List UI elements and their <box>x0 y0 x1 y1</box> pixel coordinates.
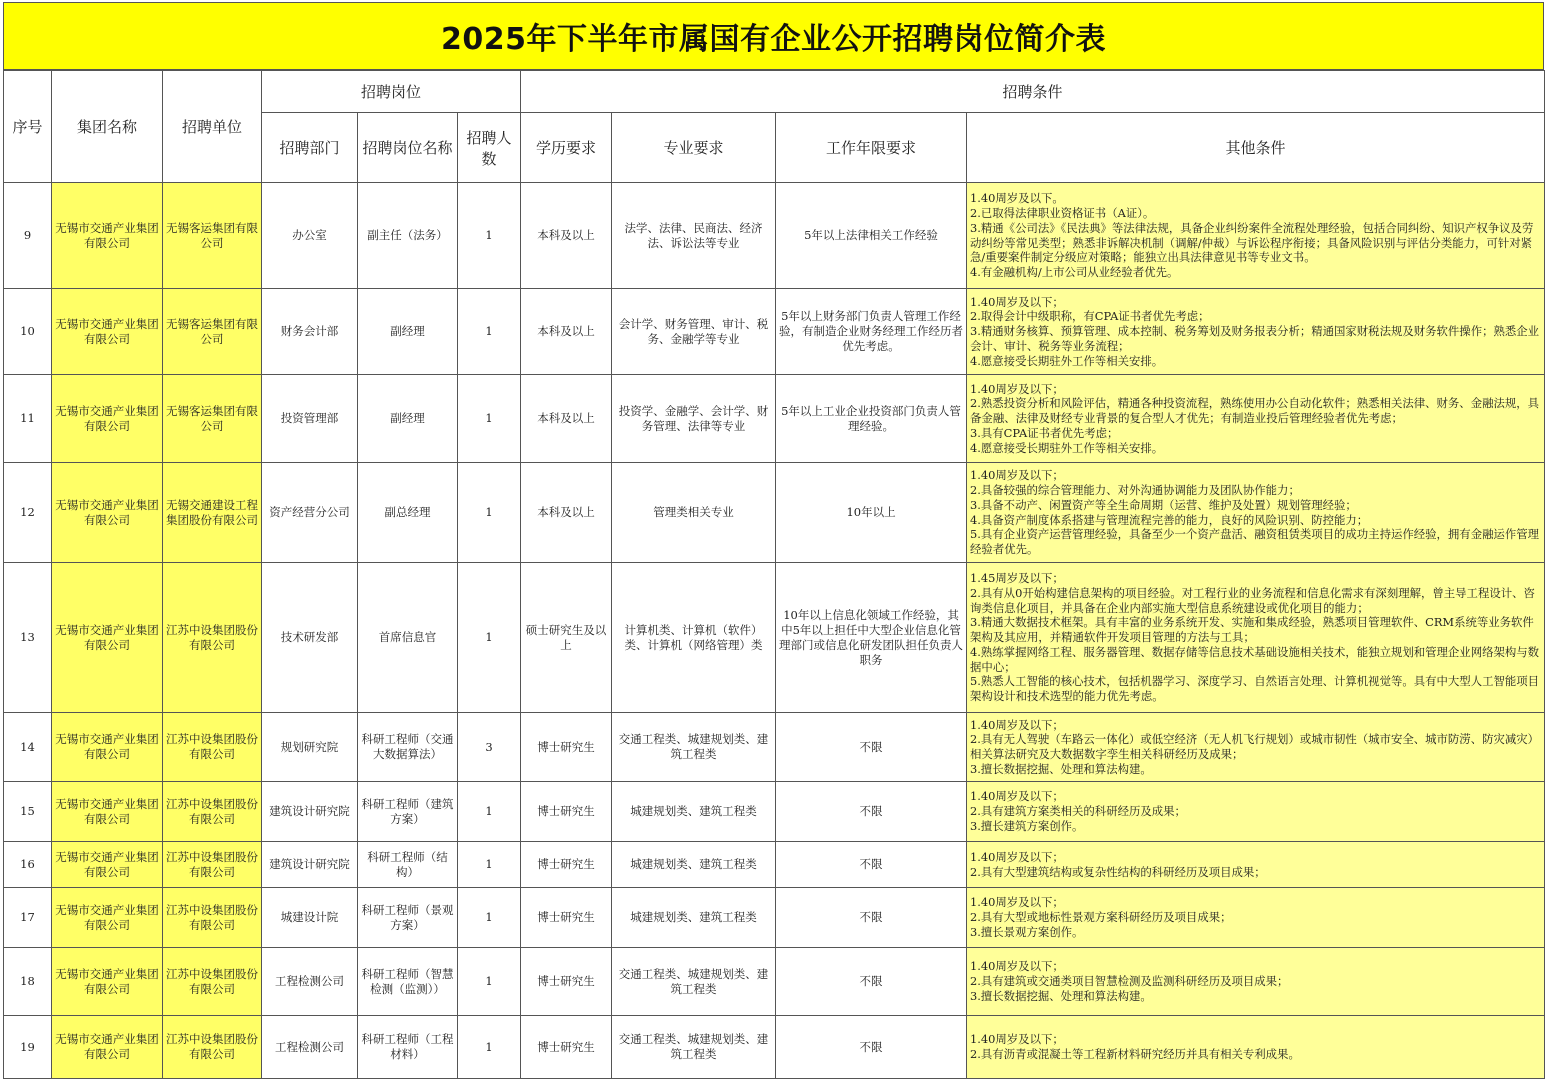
row-recruiting-unit: 江苏中设集团股份有限公司 <box>163 888 262 948</box>
row-major: 交通工程类、城建规划类、建筑工程类 <box>612 948 776 1016</box>
condition-line: 3.具备不动产、闲置资产等全生命周期（运营、维护及处置）规划管理经验； <box>970 497 1357 512</box>
row-headcount: 1 <box>458 289 521 375</box>
condition-line: 2.具有建筑方案类相关的科研经历及成果； <box>970 804 1186 819</box>
row-education: 博士研究生 <box>521 713 612 782</box>
table-row <box>4 375 1545 463</box>
row-headcount: 1 <box>458 948 521 1016</box>
row-headcount: 1 <box>458 375 521 463</box>
row-seq: 13 <box>4 563 52 713</box>
row-department: 城建设计院 <box>262 888 358 948</box>
table-row <box>4 948 1545 1016</box>
row-group-name: 无锡市交通产业集团有限公司 <box>52 948 163 1016</box>
condition-line: 2.具备较强的综合管理能力、对外沟通协调能力及团队协作能力； <box>970 483 1300 498</box>
row-group-name: 无锡市交通产业集团有限公司 <box>52 375 163 463</box>
condition-line: 3.具有CPA证书者优先考虑； <box>970 425 1119 440</box>
condition-line: 2.具有沥青或混凝土等工程新材料研究经历并具有相关专利成果。 <box>970 1047 1300 1061</box>
row-other-conditions <box>967 948 1545 1016</box>
header-count: 招聘人数 <box>458 113 521 183</box>
condition-line: 4.愿意接受长期驻外工作等相关安排。 <box>970 353 1164 368</box>
row-department: 投资管理部 <box>262 375 358 463</box>
row-group-name: 无锡市交通产业集团有限公司 <box>52 463 163 563</box>
condition-line: 1.40周岁及以下； <box>970 895 1064 910</box>
row-group-name: 无锡市交通产业集团有限公司 <box>52 713 163 782</box>
table-row <box>4 183 1545 289</box>
row-headcount: 1 <box>458 888 521 948</box>
row-group-name: 无锡市交通产业集团有限公司 <box>52 563 163 713</box>
row-work-years: 5年以上工业企业投资部门负责人管理经验。 <box>776 375 967 463</box>
row-education: 本科及以上 <box>521 289 612 375</box>
table-row <box>4 842 1545 888</box>
row-recruiting-unit: 无锡客运集团有限公司 <box>163 183 262 289</box>
condition-line: 2.具有无人驾驶（车路云一体化）或低空经济（无人机飞行规划）或城市韧性（城市安全、城市防涝、防灾减灾）相关算法研究及大数据数字孪生相关科研经历及成果； <box>970 732 1540 761</box>
condition-line: 4.熟练掌握网络工程、服务器管理、数据存储等信息技术基础设施相关技术，能独立规划和管理企业网络架构与数据中心； <box>970 644 1540 674</box>
row-position-name: 科研工程师（结构） <box>358 842 458 888</box>
row-major: 交通工程类、城建规划类、建筑工程类 <box>612 1016 776 1079</box>
condition-line: 2.具有从0开始构建信息架构的项目经验。对工程行业的业务流程和信息化需求有深刻理解，曾主导工程设计、咨询类信息化项目，并具备在企业内部实施大型信息系统建设或优化项目的能力； <box>970 586 1535 615</box>
table-row <box>4 563 1545 713</box>
condition-line: 5.具有企业资产运营管理经验，具备至少一个资产盘活、融资租赁类项目的成功主持运作经验，拥有金融运作管理经验者优先。 <box>970 527 1540 556</box>
row-seq: 19 <box>4 1016 52 1079</box>
condition-line: 3.精通财务核算、预算管理、成本控制、税务筹划及财务报表分析；精通国家财税法规及财务软件操作；熟悉企业会计、审计、税务等业务流程； <box>970 324 1540 353</box>
row-education: 博士研究生 <box>521 782 612 842</box>
condition-line: 1.40周岁及以下； <box>970 1032 1064 1047</box>
table-row <box>4 463 1545 563</box>
row-recruiting-unit: 无锡客运集团有限公司 <box>163 289 262 375</box>
condition-line: 4.愿意接受长期驻外工作等相关安排。 <box>970 440 1164 455</box>
row-education: 博士研究生 <box>521 842 612 888</box>
row-department: 工程检测公司 <box>262 948 358 1016</box>
row-group-name: 无锡市交通产业集团有限公司 <box>52 888 163 948</box>
table-body <box>4 183 1545 1079</box>
row-work-years: 5年以上财务部门负责人管理工作经验，有制造企业财务经理工作经历者优先考虑。 <box>776 289 967 375</box>
row-department: 规划研究院 <box>262 713 358 782</box>
row-group-name: 无锡市交通产业集团有限公司 <box>52 183 163 289</box>
row-headcount: 1 <box>458 563 521 713</box>
row-position-name: 首席信息官 <box>358 563 458 713</box>
sheet-title: 2025年下半年市属国有企业公开招聘岗位简介表 <box>3 2 1544 70</box>
condition-line: 1.40周岁及以下； <box>970 789 1064 804</box>
row-major: 管理类相关专业 <box>612 463 776 563</box>
row-recruiting-unit: 江苏中设集团股份有限公司 <box>163 782 262 842</box>
row-group-name: 无锡市交通产业集团有限公司 <box>52 289 163 375</box>
condition-line: 1.40周岁及以下； <box>970 294 1064 309</box>
row-education: 博士研究生 <box>521 888 612 948</box>
recruitment-sheet <box>3 2 1544 1079</box>
row-major: 交通工程类、城建规划类、建筑工程类 <box>612 713 776 782</box>
row-seq: 15 <box>4 782 52 842</box>
condition-line: 1.45周岁及以下； <box>970 571 1064 586</box>
row-seq: 14 <box>4 713 52 782</box>
condition-line: 2.具有大型建筑结构或复杂性结构的科研经历及项目成果； <box>970 864 1266 879</box>
condition-line: 4.有金融机构/上市公司从业经验者优先。 <box>970 264 1179 279</box>
condition-line: 3.擅长景观方案创作。 <box>970 924 1084 939</box>
header-position-group: 招聘岗位 <box>262 71 521 113</box>
condition-line: 1.40周岁及以下。 <box>970 191 1064 206</box>
row-work-years: 5年以上法律相关工作经验 <box>776 183 967 289</box>
condition-line: 1.40周岁及以下； <box>970 717 1064 732</box>
header-dept: 招聘部门 <box>262 113 358 183</box>
row-other-conditions <box>967 183 1545 289</box>
condition-line: 2.取得会计中级职称，有CPA证书者优先考虑； <box>970 309 1210 324</box>
header-seq: 序号 <box>4 71 52 183</box>
header-group: 集团名称 <box>52 71 163 183</box>
table-row <box>4 782 1545 842</box>
condition-line: 1.40周岁及以下； <box>970 959 1064 974</box>
condition-line: 3.擅长数据挖掘、处理和算法构建。 <box>970 761 1152 776</box>
row-work-years: 不限 <box>776 948 967 1016</box>
header-education: 学历要求 <box>521 113 612 183</box>
row-other-conditions <box>967 888 1545 948</box>
row-education: 本科及以上 <box>521 375 612 463</box>
header-position: 招聘岗位名称 <box>358 113 458 183</box>
row-position-name: 科研工程师（景观方案） <box>358 888 458 948</box>
row-department: 建筑设计研究院 <box>262 842 358 888</box>
row-position-name: 科研工程师（工程材料） <box>358 1016 458 1079</box>
condition-line: 2.具有建筑或交通类项目智慧检测及监测科研经历及项目成果； <box>970 974 1289 989</box>
row-group-name: 无锡市交通产业集团有限公司 <box>52 782 163 842</box>
row-group-name: 无锡市交通产业集团有限公司 <box>52 1016 163 1079</box>
table-row <box>4 888 1545 948</box>
row-other-conditions <box>967 375 1545 463</box>
row-position-name: 科研工程师（建筑方案） <box>358 782 458 842</box>
condition-line: 2.已取得法律职业资格证书（A证）。 <box>970 206 1155 221</box>
table-header <box>4 71 1545 183</box>
condition-line: 2.具有大型或地标性景观方案科研经历及项目成果； <box>970 910 1232 925</box>
header-unit: 招聘单位 <box>163 71 262 183</box>
condition-line: 2.熟悉投资分析和风险评估，精通各种投资流程，熟练使用办公自动化软件；熟悉相关法律、财务、金融法规，具备金融、法律及财经专业背景的复合型人才优先；有制造业投后管理经验者优先考虑； <box>970 396 1540 426</box>
row-other-conditions <box>967 842 1545 888</box>
row-position-name: 副经理 <box>358 375 458 463</box>
header-major: 专业要求 <box>612 113 776 183</box>
row-seq: 9 <box>4 183 52 289</box>
row-headcount: 1 <box>458 463 521 563</box>
row-seq: 18 <box>4 948 52 1016</box>
row-other-conditions <box>967 463 1545 563</box>
row-major: 投资学、金融学、会计学、财务管理、法律等专业 <box>612 375 776 463</box>
condition-line: 3.精通《公司法》《民法典》等法律法规，具备企业纠纷案件全流程处理经验，包括合同纠纷、知识产权争议及劳动纠纷等常见类型；熟悉非诉解决机制（调解/仲裁）与诉讼程序衔接；具备风险识别与评估分类能力，可针对紧急/重要案件制定分级应对策略；能独立出具法律意见书等专业文书。 <box>970 220 1534 265</box>
row-headcount: 1 <box>458 183 521 289</box>
condition-line: 1.40周岁及以下； <box>970 468 1064 483</box>
row-major: 计算机类、计算机（软件）类、计算机（网络管理）类 <box>612 563 776 713</box>
row-work-years: 不限 <box>776 888 967 948</box>
row-department: 工程检测公司 <box>262 1016 358 1079</box>
row-position-name: 科研工程师（智慧检测（监测）） <box>358 948 458 1016</box>
row-department: 财务会计部 <box>262 289 358 375</box>
positions-table <box>3 70 1545 1079</box>
header-other: 其他条件 <box>967 113 1545 183</box>
condition-line: 3.精通大数据技术框架。具有丰富的业务系统开发、实施和集成经验，熟悉项目管理软件、CRM系统等业务软件架构及其应用，并精通软件开发项目管理的方法与工具； <box>970 615 1534 645</box>
row-work-years: 10年以上信息化领域工作经验，其中5年以上担任中大型企业信息化管理部门或信息化研发团队担任负责人职务 <box>776 563 967 713</box>
header-years: 工作年限要求 <box>776 113 967 183</box>
row-other-conditions <box>967 713 1545 782</box>
table-row <box>4 289 1545 375</box>
row-position-name: 副总经理 <box>358 463 458 563</box>
row-work-years: 不限 <box>776 782 967 842</box>
row-education: 本科及以上 <box>521 183 612 289</box>
row-seq: 11 <box>4 375 52 463</box>
row-position-name: 副经理 <box>358 289 458 375</box>
row-recruiting-unit: 江苏中设集团股份有限公司 <box>163 563 262 713</box>
row-headcount: 1 <box>458 782 521 842</box>
condition-line: 3.擅长数据挖掘、处理和算法构建。 <box>970 988 1152 1003</box>
table-row <box>4 1016 1545 1079</box>
row-recruiting-unit: 江苏中设集团股份有限公司 <box>163 1016 262 1079</box>
row-seq: 10 <box>4 289 52 375</box>
row-education: 博士研究生 <box>521 948 612 1016</box>
row-department: 办公室 <box>262 183 358 289</box>
row-position-name: 副主任（法务） <box>358 183 458 289</box>
row-education: 硕士研究生及以上 <box>521 563 612 713</box>
row-major: 会计学、财务管理、审计、税务、金融学等专业 <box>612 289 776 375</box>
row-other-conditions <box>967 289 1545 375</box>
row-recruiting-unit: 无锡客运集团有限公司 <box>163 375 262 463</box>
row-seq: 17 <box>4 888 52 948</box>
row-education: 博士研究生 <box>521 1016 612 1079</box>
row-work-years: 10年以上 <box>776 463 967 563</box>
row-work-years: 不限 <box>776 842 967 888</box>
row-recruiting-unit: 江苏中设集团股份有限公司 <box>163 842 262 888</box>
condition-line: 3.擅长建筑方案创作。 <box>970 818 1084 833</box>
row-department: 技术研发部 <box>262 563 358 713</box>
condition-line: 1.40周岁及以下； <box>970 381 1064 396</box>
table-row <box>4 713 1545 782</box>
row-headcount: 1 <box>458 842 521 888</box>
row-seq: 16 <box>4 842 52 888</box>
row-department: 建筑设计研究院 <box>262 782 358 842</box>
row-department: 资产经营分公司 <box>262 463 358 563</box>
row-recruiting-unit: 无锡交通建设工程集团股份有限公司 <box>163 463 262 563</box>
row-other-conditions <box>967 1016 1545 1079</box>
condition-line: 5.熟悉人工智能的核心技术，包括机器学习、深度学习、自然语言处理、计算机视觉等。具有中大型人工智能项目架构设计和技术选型的能力优先考虑。 <box>970 674 1540 703</box>
row-other-conditions <box>967 563 1545 713</box>
row-group-name: 无锡市交通产业集团有限公司 <box>52 842 163 888</box>
row-recruiting-unit: 江苏中设集团股份有限公司 <box>163 948 262 1016</box>
header-conditions-group: 招聘条件 <box>521 71 1545 113</box>
row-major: 城建规划类、建筑工程类 <box>612 782 776 842</box>
row-seq: 12 <box>4 463 52 563</box>
row-education: 本科及以上 <box>521 463 612 563</box>
row-work-years: 不限 <box>776 713 967 782</box>
condition-line: 1.40周岁及以下； <box>970 849 1064 864</box>
row-headcount: 3 <box>458 713 521 782</box>
condition-line: 4.具备资产制度体系搭建与管理流程完善的能力，良好的风险识别、防控能力； <box>970 512 1369 527</box>
row-work-years: 不限 <box>776 1016 967 1079</box>
row-other-conditions <box>967 782 1545 842</box>
row-recruiting-unit: 江苏中设集团股份有限公司 <box>163 713 262 782</box>
row-headcount: 1 <box>458 1016 521 1079</box>
row-position-name: 科研工程师（交通大数据算法） <box>358 713 458 782</box>
row-major: 法学、法律、民商法、经济法、诉讼法等专业 <box>612 183 776 289</box>
row-major: 城建规划类、建筑工程类 <box>612 842 776 888</box>
row-major: 城建规划类、建筑工程类 <box>612 888 776 948</box>
